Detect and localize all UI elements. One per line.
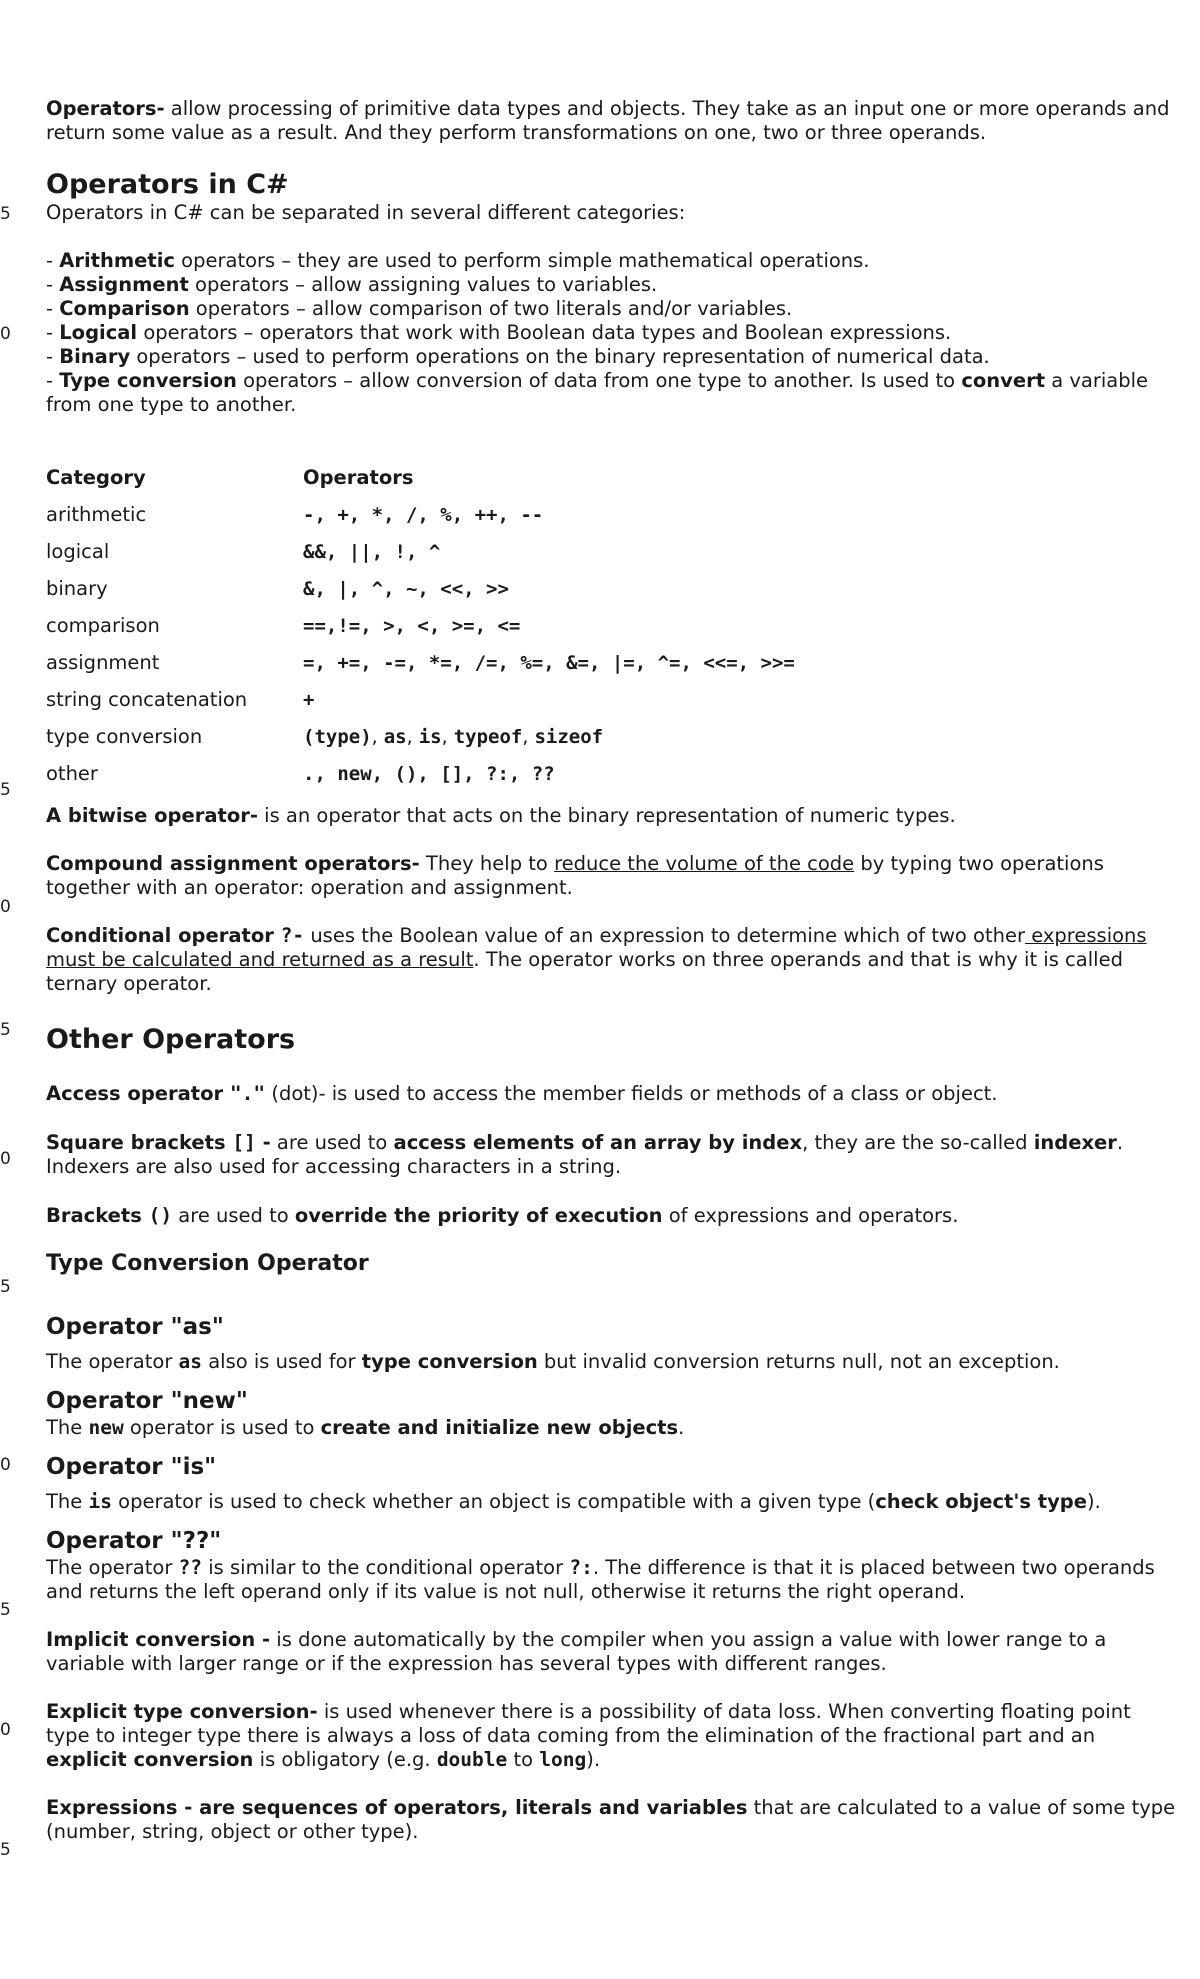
- table-cell-category: comparison: [46, 613, 160, 637]
- table-cell-category: string concatenation: [46, 687, 248, 711]
- coalesce-code: ??: [178, 1556, 203, 1579]
- new-bold: create and initialize new objects: [320, 1416, 679, 1439]
- list-item-text: operators – operators that work with Boolean data types and Boolean expressions.: [137, 321, 952, 344]
- operator-coalesce-paragraph: [46, 1556, 1176, 1604]
- op-as: as: [383, 725, 407, 748]
- table-header-category: Category: [46, 465, 146, 489]
- op-sep: ,: [406, 725, 419, 748]
- list-item-prefix: -: [46, 273, 60, 296]
- table-row: [46, 570, 795, 607]
- document-body: [46, 97, 1176, 1844]
- brackets-bold: override the priority of execution: [294, 1204, 663, 1227]
- square-text: . Indexers are also used for accessing characters in a string.: [46, 1131, 1124, 1178]
- operators-table: [46, 459, 795, 792]
- margin-number: 5: [0, 1840, 11, 1860]
- list-item-term: Comparison: [59, 297, 190, 320]
- table-cell-operators: ., new, (), [], ?:, ??: [303, 762, 555, 785]
- new-code: new: [88, 1416, 124, 1439]
- brackets-paragraph: [46, 1204, 1176, 1228]
- list-item-text: operators – allow conversion of data from one type to another. Is used to: [236, 369, 962, 392]
- margin-number: 5: [0, 1600, 11, 1620]
- op-is: is: [418, 725, 442, 748]
- list-item: [46, 249, 1176, 273]
- coalesce-code-conditional: ?:: [569, 1556, 593, 1579]
- category-list: [46, 249, 1176, 417]
- list-item-term: Type conversion: [59, 369, 237, 392]
- table-cell-operators: =, +=, -=, *=, /=, %=, &=, |=, ^=, <<=, >>=: [303, 651, 795, 674]
- is-text: operator is used to check whether an object is compatible with a given type (: [111, 1490, 876, 1513]
- list-item: [46, 321, 1176, 345]
- explicit-text: is used whenever there is a possibility of data loss. When converting floating point type to integer type there is always a loss of data coming from the elimination of the fractional part and an: [46, 1700, 1131, 1747]
- list-item-term: Logical: [59, 321, 138, 344]
- explicit-text: is obligatory (e.g.: [253, 1748, 437, 1771]
- list-item: [46, 345, 1176, 369]
- table-cell-operators: ==,!=, >, <, >=, <=: [303, 614, 521, 637]
- new-text: operator is used to: [123, 1416, 321, 1439]
- square-term: Square brackets: [46, 1131, 233, 1154]
- compound-term: Compound assignment operators-: [46, 852, 420, 875]
- operator-as-title: Operator "as": [46, 1314, 224, 1340]
- conditional-term: Conditional operator: [46, 924, 281, 947]
- conditional-text: uses the Boolean value of an expression to determine which of two other: [304, 924, 1026, 947]
- table-row: [46, 681, 795, 718]
- list-item-prefix: -: [46, 297, 60, 320]
- is-text: The: [46, 1490, 89, 1513]
- list-item-term: Assignment: [59, 273, 189, 296]
- op-sizeof: sizeof: [534, 725, 604, 748]
- coalesce-text: . The difference is that it is placed between two operands and returns the left operand only if its value is not null, otherwise it returns the right operand.: [46, 1556, 1155, 1603]
- implicit-text: is done automatically by the compiler when you assign a value with lower range to a variable with larger range or if the expression has several types with different ranges.: [46, 1628, 1107, 1675]
- explicit-term: Explicit type conversion-: [46, 1700, 318, 1723]
- table-cell-category: logical: [46, 539, 110, 563]
- compound-text: They help to: [419, 852, 555, 875]
- margin-number: 5: [0, 204, 11, 224]
- access-term: Access operator: [46, 1082, 230, 1105]
- bitwise-text: is an operator that acts on the binary representation of numeric types.: [257, 804, 956, 827]
- expressions-paragraph: [46, 1796, 1176, 1844]
- access-paragraph: [46, 1082, 1176, 1106]
- table-row: [46, 607, 795, 644]
- square-text: are used to: [270, 1131, 394, 1154]
- operator-is-title: Operator "is": [46, 1454, 217, 1480]
- as-code: as: [178, 1350, 203, 1373]
- table-header-row: [46, 459, 795, 496]
- section-title-operators-csharp: Operators in C#: [46, 169, 289, 200]
- op-typeof: typeof: [453, 725, 523, 748]
- list-item-term: Arithmetic: [59, 249, 175, 272]
- margin-number: 5: [0, 1020, 11, 1040]
- compound-underlined: reduce the volume of the code: [554, 852, 855, 875]
- conditional-text: . The operator works on three operands and that is why it is called ternary operator.: [46, 948, 1123, 995]
- categories-lead: Operators in C# can be separated in several different categories:: [46, 201, 686, 224]
- as-text: The operator: [46, 1350, 179, 1373]
- bitwise-paragraph: [46, 804, 1176, 828]
- operator-coalesce-title: Operator "??": [46, 1528, 222, 1554]
- brackets-text: are used to: [172, 1204, 295, 1227]
- access-symbol: ".": [229, 1082, 266, 1105]
- list-item-text: operators – allow comparison of two literals and/or variables.: [189, 297, 793, 320]
- list-item-prefix: -: [46, 321, 60, 344]
- table-cell-category: type conversion: [46, 724, 203, 748]
- op-type: (type): [303, 725, 372, 748]
- bitwise-term: A bitwise operator-: [46, 804, 258, 827]
- operator-new-title: Operator "new": [46, 1388, 248, 1414]
- conditional-paragraph: [46, 924, 1176, 996]
- brackets-text: of expressions and operators.: [662, 1204, 959, 1227]
- table-row: [46, 644, 795, 681]
- implicit-term: Implicit conversion -: [46, 1628, 271, 1651]
- coalesce-text: is similar to the conditional operator: [202, 1556, 570, 1579]
- as-text: also is used for: [202, 1350, 362, 1373]
- brackets-symbol: (): [148, 1204, 173, 1227]
- list-item: [46, 297, 1176, 321]
- implicit-conversion-paragraph: [46, 1628, 1176, 1676]
- intro-paragraph: [46, 97, 1176, 145]
- table-cell-category: arithmetic: [46, 502, 147, 526]
- table-cell-category: binary: [46, 576, 108, 600]
- table-cell-operators: +: [303, 688, 315, 711]
- square-text: , they are the so-called: [802, 1131, 1034, 1154]
- list-item: [46, 273, 1176, 297]
- intro-text: allow processing of primitive data types and objects. They take as an input one or more operands and return some value as a result. And they perform transformations on one, two or three operands.: [46, 97, 1170, 144]
- list-item-prefix: -: [46, 249, 60, 272]
- list-item: [46, 369, 1176, 417]
- explicit-code-double: double: [436, 1748, 508, 1771]
- margin-number: 0: [0, 1720, 11, 1740]
- expressions-text: that are calculated to a value of some type (number, string, object or other type).: [46, 1796, 1176, 1843]
- explicit-code-long: long: [539, 1748, 587, 1771]
- intro-term: Operators-: [46, 97, 165, 120]
- compound-paragraph: [46, 852, 1176, 900]
- square-bold: access elements of an array by index: [393, 1131, 803, 1154]
- op-sep: ,: [441, 725, 454, 748]
- table-row: [46, 718, 795, 755]
- table-cell-category: assignment: [46, 650, 160, 674]
- coalesce-text: The operator: [46, 1556, 179, 1579]
- table-row: [46, 496, 795, 533]
- conditional-symbol: ?-: [280, 924, 305, 947]
- table-cell-operators: &&, ||, !, ^: [303, 540, 441, 563]
- list-item-prefix: -: [46, 369, 60, 392]
- as-text: but invalid conversion returns null, not an exception.: [537, 1350, 1060, 1373]
- new-text: The: [46, 1416, 89, 1439]
- is-code: is: [88, 1490, 112, 1513]
- conditional-underlined: expressions must be calculated and returned as a result: [46, 924, 1147, 971]
- op-sep: ,: [371, 725, 384, 748]
- table-row: [46, 755, 795, 792]
- list-item-text: a variable from one type to another.: [46, 369, 1149, 416]
- operator-is-paragraph: [46, 1490, 1176, 1514]
- new-text: .: [678, 1416, 685, 1439]
- type-conversion-operator-title: Type Conversion Operator: [46, 1251, 369, 1276]
- explicit-text: to: [507, 1748, 540, 1771]
- explicit-conversion-paragraph: [46, 1700, 1176, 1772]
- expressions-term: Expressions - are sequences of operators, literals and variables: [46, 1796, 748, 1819]
- square-bold: indexer: [1033, 1131, 1117, 1154]
- square-dash: -: [255, 1131, 271, 1154]
- is-text: ).: [1086, 1490, 1101, 1513]
- square-symbol: []: [232, 1131, 256, 1154]
- operator-new-paragraph: [46, 1416, 1176, 1440]
- explicit-text: ).: [586, 1748, 601, 1771]
- margin-number: 0: [0, 324, 11, 344]
- margin-number: 0: [0, 1149, 11, 1169]
- list-item-text: operators – they are used to perform simple mathematical operations.: [174, 249, 870, 272]
- operator-as-paragraph: [46, 1350, 1176, 1374]
- margin-number: 5: [0, 1277, 11, 1297]
- section-title-other-operators: Other Operators: [46, 1024, 296, 1055]
- margin-number: 5: [0, 780, 11, 800]
- margin-number: 0: [0, 897, 11, 917]
- square-brackets-paragraph: [46, 1131, 1176, 1179]
- list-item-term: Binary: [59, 345, 131, 368]
- table-cell-operators: &, |, ^, ~, <<, >>: [303, 577, 509, 600]
- table-cell-category: other: [46, 761, 98, 785]
- op-sep: ,: [522, 725, 535, 748]
- table-header-operators: Operators: [303, 465, 414, 489]
- list-item-prefix: -: [46, 345, 60, 368]
- list-item-term-convert: convert: [961, 369, 1046, 392]
- is-bold: check object's type: [875, 1490, 1087, 1513]
- list-item-text: operators – used to perform operations on the binary representation of numerical data.: [130, 345, 990, 368]
- table-row: [46, 533, 795, 570]
- compound-text: by typing two operations together with an operator: operation and assignment.: [46, 852, 1104, 899]
- as-bold: type conversion: [361, 1350, 538, 1373]
- brackets-term: Brackets: [46, 1204, 149, 1227]
- table-cell-operators: [303, 718, 795, 755]
- list-item-text: operators – allow assigning values to variables.: [188, 273, 658, 296]
- access-text: (dot)- is used to access the member fields or methods of a class or object.: [265, 1082, 998, 1105]
- margin-number: 0: [0, 1455, 11, 1475]
- explicit-bold: explicit conversion: [46, 1748, 254, 1771]
- table-cell-operators: -, +, *, /, %, ++, --: [303, 503, 544, 526]
